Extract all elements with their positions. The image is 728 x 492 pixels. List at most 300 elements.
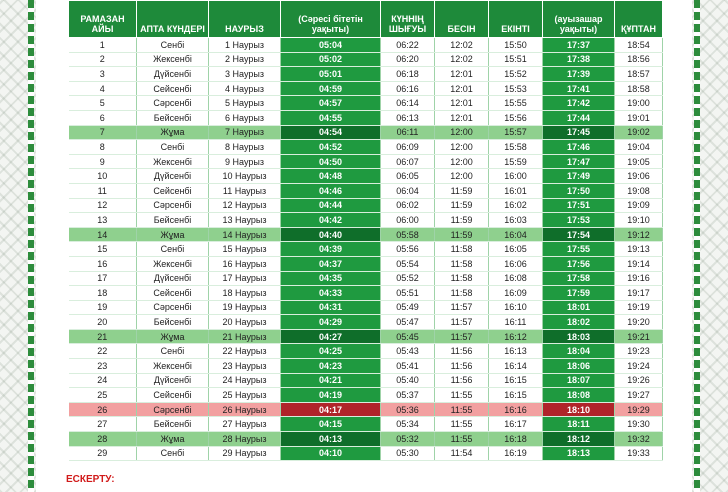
- cell-maghrib: 17:46: [543, 140, 615, 155]
- cell-asr: 15:59: [489, 154, 543, 169]
- cell-asr: 16:06: [489, 256, 543, 271]
- table-row: [69, 329, 663, 344]
- cell-isha: 18:56: [615, 52, 663, 67]
- cell-dhuhr: 11:55: [435, 417, 489, 432]
- cell-maghrib: 18:11: [543, 417, 615, 432]
- cell-weekday: Жұма: [137, 432, 209, 447]
- cell-maghrib: 17:45: [543, 125, 615, 140]
- cell-fajr: 04:23: [281, 359, 381, 374]
- cell-maghrib: 17:50: [543, 183, 615, 198]
- cell-weekday: Сенбі: [137, 38, 209, 53]
- cell-sunrise: 06:22: [381, 38, 435, 53]
- table-row: [69, 402, 663, 417]
- header-maghrib: (ауызашар уақыты): [543, 1, 615, 38]
- cell-fajr: 04:42: [281, 213, 381, 228]
- cell-date: 27 Наурыз: [209, 417, 281, 432]
- cell-dhuhr: 11:59: [435, 198, 489, 213]
- cell-isha: 19:30: [615, 417, 663, 432]
- cell-maghrib: 17:42: [543, 96, 615, 111]
- cell-fajr: 04:15: [281, 417, 381, 432]
- table-row: [69, 286, 663, 301]
- cell-fajr: 05:04: [281, 38, 381, 53]
- cell-fajr: 04:46: [281, 183, 381, 198]
- cell-weekday: Сенбі: [137, 242, 209, 257]
- cell-date: 24 Наурыз: [209, 373, 281, 388]
- cell-sunrise: 06:02: [381, 198, 435, 213]
- cell-sunrise: 06:18: [381, 67, 435, 82]
- cell-fajr: 04:40: [281, 227, 381, 242]
- cell-fajr: 04:39: [281, 242, 381, 257]
- cell-isha: 18:57: [615, 67, 663, 82]
- cell-fajr: 04:31: [281, 300, 381, 315]
- cell-isha: 19:17: [615, 286, 663, 301]
- table-row: [69, 256, 663, 271]
- cell-weekday: Сенбі: [137, 344, 209, 359]
- cell-sunrise: 06:13: [381, 110, 435, 125]
- cell-day-number: 15: [69, 242, 137, 257]
- note-label: ЕСКЕРТУ:: [66, 474, 115, 485]
- cell-dhuhr: 11:58: [435, 286, 489, 301]
- cell-day-number: 4: [69, 81, 137, 96]
- cell-sunrise: 05:47: [381, 315, 435, 330]
- cell-date: 3 Наурыз: [209, 67, 281, 82]
- cell-weekday: Жексенбі: [137, 52, 209, 67]
- cell-sunrise: 05:49: [381, 300, 435, 315]
- cell-fajr: 04:21: [281, 373, 381, 388]
- cell-asr: 15:57: [489, 125, 543, 140]
- table-row: [69, 300, 663, 315]
- cell-dhuhr: 12:02: [435, 52, 489, 67]
- cell-date: 19 Наурыз: [209, 300, 281, 315]
- cell-isha: 19:23: [615, 344, 663, 359]
- cell-asr: 15:50: [489, 38, 543, 53]
- cell-day-number: 9: [69, 154, 137, 169]
- cell-date: 28 Наурыз: [209, 432, 281, 447]
- cell-asr: 16:00: [489, 169, 543, 184]
- cell-asr: 16:18: [489, 432, 543, 447]
- cell-weekday: Дүйсенбі: [137, 373, 209, 388]
- cell-day-number: 11: [69, 183, 137, 198]
- cell-weekday: Бейсенбі: [137, 315, 209, 330]
- cell-weekday: Сәрсенбі: [137, 198, 209, 213]
- right-ornament-border: [692, 0, 728, 492]
- cell-isha: 19:24: [615, 359, 663, 374]
- cell-sunrise: 05:58: [381, 227, 435, 242]
- cell-date: 5 Наурыз: [209, 96, 281, 111]
- table-row: [69, 315, 663, 330]
- cell-day-number: 16: [69, 256, 137, 271]
- table-row: [69, 140, 663, 155]
- cell-day-number: 28: [69, 432, 137, 447]
- cell-maghrib: 17:47: [543, 154, 615, 169]
- cell-dhuhr: 12:00: [435, 125, 489, 140]
- cell-isha: 19:10: [615, 213, 663, 228]
- cell-maghrib: 17:41: [543, 81, 615, 96]
- cell-dhuhr: 11:57: [435, 315, 489, 330]
- cell-weekday: Бейсенбі: [137, 213, 209, 228]
- cell-weekday: Сейсенбі: [137, 388, 209, 403]
- cell-asr: 15:52: [489, 67, 543, 82]
- cell-dhuhr: 11:59: [435, 213, 489, 228]
- cell-maghrib: 18:01: [543, 300, 615, 315]
- cell-day-number: 8: [69, 140, 137, 155]
- table-row: [69, 446, 663, 461]
- cell-isha: 19:27: [615, 388, 663, 403]
- cell-maghrib: 18:04: [543, 344, 615, 359]
- table-row: [69, 198, 663, 213]
- cell-fajr: 04:54: [281, 125, 381, 140]
- cell-day-number: 22: [69, 344, 137, 359]
- table-row: [69, 169, 663, 184]
- cell-date: 6 Наурыз: [209, 110, 281, 125]
- cell-isha: 19:09: [615, 198, 663, 213]
- cell-weekday: Сейсенбі: [137, 81, 209, 96]
- cell-date: 23 Наурыз: [209, 359, 281, 374]
- cell-isha: 19:13: [615, 242, 663, 257]
- cell-weekday: Бейсенбі: [137, 110, 209, 125]
- cell-isha: 19:29: [615, 402, 663, 417]
- cell-sunrise: 05:34: [381, 417, 435, 432]
- cell-fajr: 04:50: [281, 154, 381, 169]
- table-row: [69, 213, 663, 228]
- cell-sunrise: 06:05: [381, 169, 435, 184]
- cell-fajr: 04:33: [281, 286, 381, 301]
- cell-fajr: 04:37: [281, 256, 381, 271]
- cell-fajr: 04:52: [281, 140, 381, 155]
- cell-dhuhr: 11:59: [435, 183, 489, 198]
- cell-dhuhr: 11:58: [435, 256, 489, 271]
- cell-date: 9 Наурыз: [209, 154, 281, 169]
- cell-maghrib: 18:03: [543, 329, 615, 344]
- cell-fajr: 04:44: [281, 198, 381, 213]
- cell-sunrise: 05:40: [381, 373, 435, 388]
- cell-isha: 18:58: [615, 81, 663, 96]
- cell-weekday: Сәрсенбі: [137, 402, 209, 417]
- cell-asr: 16:09: [489, 286, 543, 301]
- cell-isha: 19:14: [615, 256, 663, 271]
- cell-isha: 19:04: [615, 140, 663, 155]
- cell-sunrise: 05:45: [381, 329, 435, 344]
- cell-dhuhr: 11:59: [435, 227, 489, 242]
- cell-day-number: 21: [69, 329, 137, 344]
- cell-day-number: 13: [69, 213, 137, 228]
- cell-dhuhr: 12:02: [435, 38, 489, 53]
- cell-asr: 15:51: [489, 52, 543, 67]
- cell-day-number: 25: [69, 388, 137, 403]
- cell-maghrib: 18:12: [543, 432, 615, 447]
- cell-maghrib: 17:51: [543, 198, 615, 213]
- cell-asr: 15:58: [489, 140, 543, 155]
- table-row: [69, 359, 663, 374]
- cell-date: 14 Наурыз: [209, 227, 281, 242]
- table-row: [69, 373, 663, 388]
- cell-asr: 16:14: [489, 359, 543, 374]
- cell-isha: 18:54: [615, 38, 663, 53]
- cell-sunrise: 05:52: [381, 271, 435, 286]
- cell-maghrib: 18:02: [543, 315, 615, 330]
- cell-day-number: 1: [69, 38, 137, 53]
- cell-isha: 19:16: [615, 271, 663, 286]
- cell-asr: 16:15: [489, 373, 543, 388]
- cell-day-number: 2: [69, 52, 137, 67]
- cell-date: 20 Наурыз: [209, 315, 281, 330]
- header-asr: ЕКІНТІ: [489, 1, 543, 38]
- cell-sunrise: 06:14: [381, 96, 435, 111]
- header-isha: ҚҰПТАН: [615, 1, 663, 38]
- cell-sunrise: 06:00: [381, 213, 435, 228]
- cell-dhuhr: 12:01: [435, 81, 489, 96]
- cell-sunrise: 06:04: [381, 183, 435, 198]
- cell-weekday: Сейсенбі: [137, 286, 209, 301]
- table-header-row: [69, 1, 663, 38]
- cell-asr: 16:19: [489, 446, 543, 461]
- cell-maghrib: 17:53: [543, 213, 615, 228]
- cell-dhuhr: 11:57: [435, 300, 489, 315]
- table-row: [69, 38, 663, 53]
- cell-weekday: Дүйсенбі: [137, 271, 209, 286]
- cell-weekday: Жексенбі: [137, 154, 209, 169]
- cell-isha: 19:08: [615, 183, 663, 198]
- cell-weekday: Жұма: [137, 125, 209, 140]
- cell-asr: 16:03: [489, 213, 543, 228]
- cell-date: 12 Наурыз: [209, 198, 281, 213]
- cell-maghrib: 18:06: [543, 359, 615, 374]
- cell-dhuhr: 12:00: [435, 140, 489, 155]
- cell-sunrise: 05:30: [381, 446, 435, 461]
- cell-dhuhr: 12:01: [435, 96, 489, 111]
- cell-fajr: 04:48: [281, 169, 381, 184]
- cell-day-number: 19: [69, 300, 137, 315]
- cell-date: 7 Наурыз: [209, 125, 281, 140]
- table-row: [69, 125, 663, 140]
- table-row: [69, 110, 663, 125]
- cell-date: 16 Наурыз: [209, 256, 281, 271]
- cell-asr: 16:05: [489, 242, 543, 257]
- table-row: [69, 344, 663, 359]
- cell-fajr: 04:13: [281, 432, 381, 447]
- cell-weekday: Сенбі: [137, 140, 209, 155]
- cell-date: 22 Наурыз: [209, 344, 281, 359]
- cell-maghrib: 18:08: [543, 388, 615, 403]
- cell-isha: 19:01: [615, 110, 663, 125]
- cell-maghrib: 17:56: [543, 256, 615, 271]
- cell-asr: 16:10: [489, 300, 543, 315]
- cell-maghrib: 17:44: [543, 110, 615, 125]
- cell-day-number: 3: [69, 67, 137, 82]
- table-row: [69, 388, 663, 403]
- cell-dhuhr: 11:56: [435, 359, 489, 374]
- cell-dhuhr: 11:58: [435, 271, 489, 286]
- cell-dhuhr: 11:58: [435, 242, 489, 257]
- header-fajr: (Сәресі бітетін уақыты): [281, 1, 381, 38]
- cell-asr: 15:56: [489, 110, 543, 125]
- cell-fajr: 04:59: [281, 81, 381, 96]
- cell-weekday: Бейсенбі: [137, 417, 209, 432]
- cell-maghrib: 17:39: [543, 67, 615, 82]
- cell-fajr: 04:35: [281, 271, 381, 286]
- table-row: [69, 154, 663, 169]
- cell-date: 2 Наурыз: [209, 52, 281, 67]
- cell-isha: 19:21: [615, 329, 663, 344]
- cell-day-number: 12: [69, 198, 137, 213]
- cell-fajr: 05:01: [281, 67, 381, 82]
- cell-day-number: 10: [69, 169, 137, 184]
- cell-asr: 16:12: [489, 329, 543, 344]
- header-date: НАУРЫЗ: [209, 1, 281, 38]
- cell-weekday: Дүйсенбі: [137, 169, 209, 184]
- cell-weekday: Сенбі: [137, 446, 209, 461]
- cell-sunrise: 05:32: [381, 432, 435, 447]
- cell-day-number: 5: [69, 96, 137, 111]
- cell-sunrise: 06:11: [381, 125, 435, 140]
- cell-weekday: Сәрсенбі: [137, 96, 209, 111]
- cell-asr: 15:53: [489, 81, 543, 96]
- cell-asr: 16:01: [489, 183, 543, 198]
- cell-dhuhr: 11:56: [435, 344, 489, 359]
- cell-sunrise: 06:09: [381, 140, 435, 155]
- cell-weekday: Дүйсенбі: [137, 67, 209, 82]
- cell-maghrib: 17:38: [543, 52, 615, 67]
- cell-fajr: 04:10: [281, 446, 381, 461]
- header-day-of-ramadan: РАМАЗАН АЙЫ: [69, 1, 137, 38]
- cell-day-number: 26: [69, 402, 137, 417]
- table-row: [69, 432, 663, 447]
- cell-sunrise: 05:51: [381, 286, 435, 301]
- cell-date: 25 Наурыз: [209, 388, 281, 403]
- cell-isha: 19:20: [615, 315, 663, 330]
- table-row: [69, 183, 663, 198]
- header-dhuhr: БЕСІН: [435, 1, 489, 38]
- table-row: [69, 227, 663, 242]
- cell-fajr: 04:57: [281, 96, 381, 111]
- cell-asr: 16:16: [489, 402, 543, 417]
- cell-sunrise: 06:07: [381, 154, 435, 169]
- cell-dhuhr: 12:01: [435, 67, 489, 82]
- cell-day-number: 20: [69, 315, 137, 330]
- cell-sunrise: 06:20: [381, 52, 435, 67]
- cell-weekday: Жұма: [137, 329, 209, 344]
- cell-date: 8 Наурыз: [209, 140, 281, 155]
- cell-dhuhr: 12:00: [435, 154, 489, 169]
- cell-weekday: Жексенбі: [137, 359, 209, 374]
- cell-dhuhr: 11:54: [435, 446, 489, 461]
- cell-isha: 19:12: [615, 227, 663, 242]
- cell-weekday: Жексенбі: [137, 256, 209, 271]
- cell-dhuhr: 12:00: [435, 169, 489, 184]
- cell-date: 13 Наурыз: [209, 213, 281, 228]
- cell-dhuhr: 11:57: [435, 329, 489, 344]
- cell-date: 18 Наурыз: [209, 286, 281, 301]
- ramadan-timetable: [68, 0, 663, 461]
- cell-dhuhr: 11:55: [435, 432, 489, 447]
- cell-sunrise: 05:54: [381, 256, 435, 271]
- cell-maghrib: 17:37: [543, 38, 615, 53]
- header-weekday: АПТА КҮНДЕРІ: [137, 1, 209, 38]
- cell-date: 4 Наурыз: [209, 81, 281, 96]
- cell-fajr: 04:29: [281, 315, 381, 330]
- cell-fajr: 04:17: [281, 402, 381, 417]
- cell-dhuhr: 11:55: [435, 402, 489, 417]
- cell-day-number: 23: [69, 359, 137, 374]
- cell-maghrib: 17:49: [543, 169, 615, 184]
- cell-date: 1 Наурыз: [209, 38, 281, 53]
- cell-day-number: 18: [69, 286, 137, 301]
- cell-sunrise: 05:37: [381, 388, 435, 403]
- cell-dhuhr: 12:01: [435, 110, 489, 125]
- cell-date: 17 Наурыз: [209, 271, 281, 286]
- table-row: [69, 96, 663, 111]
- cell-fajr: 05:02: [281, 52, 381, 67]
- cell-maghrib: 18:13: [543, 446, 615, 461]
- table-row: [69, 242, 663, 257]
- table-row: [69, 81, 663, 96]
- cell-sunrise: 05:41: [381, 359, 435, 374]
- cell-date: 21 Наурыз: [209, 329, 281, 344]
- cell-fajr: 04:55: [281, 110, 381, 125]
- cell-day-number: 27: [69, 417, 137, 432]
- cell-sunrise: 05:43: [381, 344, 435, 359]
- cell-asr: 16:13: [489, 344, 543, 359]
- cell-weekday: Сәрсенбі: [137, 300, 209, 315]
- cell-weekday: Жұма: [137, 227, 209, 242]
- cell-asr: 16:04: [489, 227, 543, 242]
- cell-day-number: 6: [69, 110, 137, 125]
- cell-day-number: 29: [69, 446, 137, 461]
- cell-dhuhr: 11:56: [435, 373, 489, 388]
- cell-day-number: 7: [69, 125, 137, 140]
- cell-isha: 19:33: [615, 446, 663, 461]
- cell-maghrib: 18:10: [543, 402, 615, 417]
- cell-isha: 19:26: [615, 373, 663, 388]
- cell-date: 29 Наурыз: [209, 446, 281, 461]
- cell-maghrib: 17:54: [543, 227, 615, 242]
- cell-asr: 16:02: [489, 198, 543, 213]
- table-body: [69, 38, 663, 461]
- cell-sunrise: 05:36: [381, 402, 435, 417]
- cell-maghrib: 18:07: [543, 373, 615, 388]
- cell-isha: 19:06: [615, 169, 663, 184]
- cell-day-number: 24: [69, 373, 137, 388]
- cell-maghrib: 17:59: [543, 286, 615, 301]
- cell-day-number: 14: [69, 227, 137, 242]
- left-ornament-border: [0, 0, 36, 492]
- cell-asr: 16:15: [489, 388, 543, 403]
- cell-day-number: 17: [69, 271, 137, 286]
- table-row: [69, 417, 663, 432]
- cell-date: 10 Наурыз: [209, 169, 281, 184]
- cell-sunrise: 05:56: [381, 242, 435, 257]
- cell-date: 15 Наурыз: [209, 242, 281, 257]
- cell-isha: 19:02: [615, 125, 663, 140]
- table-row: [69, 271, 663, 286]
- cell-isha: 19:32: [615, 432, 663, 447]
- cell-asr: 16:08: [489, 271, 543, 286]
- cell-date: 11 Наурыз: [209, 183, 281, 198]
- cell-asr: 16:11: [489, 315, 543, 330]
- cell-isha: 19:00: [615, 96, 663, 111]
- table-row: [69, 67, 663, 82]
- cell-sunrise: 06:16: [381, 81, 435, 96]
- cell-maghrib: 17:55: [543, 242, 615, 257]
- cell-fajr: 04:19: [281, 388, 381, 403]
- cell-fajr: 04:25: [281, 344, 381, 359]
- cell-date: 26 Наурыз: [209, 402, 281, 417]
- prayer-times-table-container: [68, 0, 662, 461]
- cell-dhuhr: 11:55: [435, 388, 489, 403]
- cell-fajr: 04:27: [281, 329, 381, 344]
- cell-maghrib: 17:58: [543, 271, 615, 286]
- table-row: [69, 52, 663, 67]
